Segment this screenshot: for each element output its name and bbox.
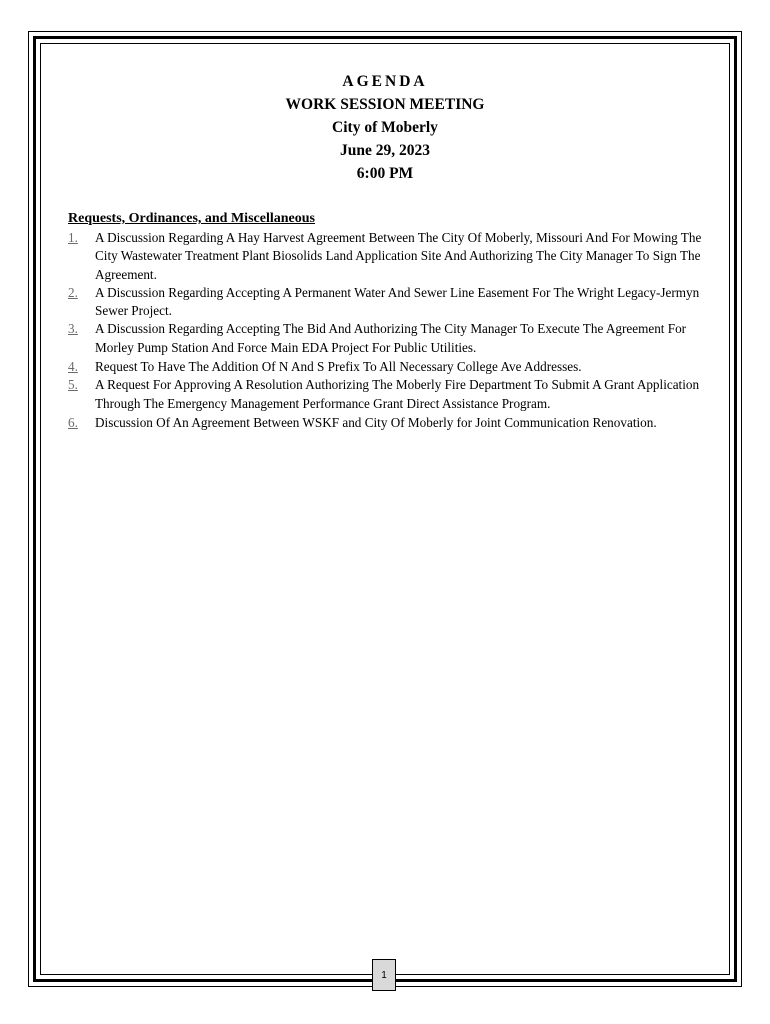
item-text: A Request For Approving A Resolution Authorizing The Moberly Fire Department To Submit A Grant Application Through The Emergency Management Performance Grant Direct Assistance Program.: [95, 377, 700, 411]
meeting-type: WORK SESSION MEETING: [285, 96, 485, 113]
agenda-header: [40, 70, 730, 185]
item-text: A Discussion Regarding A Hay Harvest Agreement Between The City Of Moberly, Missouri And For Mowing The City Wastewater Treatment Plant Biosolids Land Application Site And Authorizing The City Manager To Sign The Agreement.: [95, 230, 702, 282]
meeting-time: 6:00 PM: [356, 165, 414, 182]
item-text: Request To Have The Addition Of N And S Prefix To All Necessary College Ave Addresses.: [95, 359, 582, 375]
agenda-item-4: [68, 358, 708, 376]
item-text: A Discussion Regarding Accepting A Permanent Water And Sewer Line Easement For The Wright Legacy-Jermyn Sewer Project.: [95, 284, 700, 319]
agenda-item-1: [68, 229, 708, 284]
agenda-item-5: [68, 376, 708, 413]
item-text: Discussion Of An Agreement Between WSKF and City Of Moberly for Joint Communication Renovation.: [95, 414, 657, 430]
item-number: 1.: [68, 230, 78, 245]
agenda-item-2: [68, 284, 708, 321]
meeting-date: June 29, 2023: [340, 142, 430, 159]
item-number: 5.: [68, 377, 78, 393]
item-text: A Discussion Regarding Accepting The Bid And Authorizing The City Manager To Execute The Agreement For Morley Pump Station And Force Main EDA Project For Public Utilities.: [95, 321, 687, 355]
item-number: 6.: [68, 414, 78, 430]
agenda-list: [68, 229, 708, 432]
item-number: 4.: [68, 359, 78, 375]
agenda-item-3: [68, 320, 708, 357]
item-number: 3.: [68, 321, 78, 337]
city-name: City of Moberly: [332, 119, 438, 136]
agenda-item-6: [68, 414, 708, 432]
agenda-title: AGENDA: [342, 73, 428, 90]
page-number: 1: [372, 959, 396, 991]
section-heading: Requests, Ordinances, and Miscellaneous: [68, 211, 315, 226]
item-number: 2.: [68, 284, 78, 300]
